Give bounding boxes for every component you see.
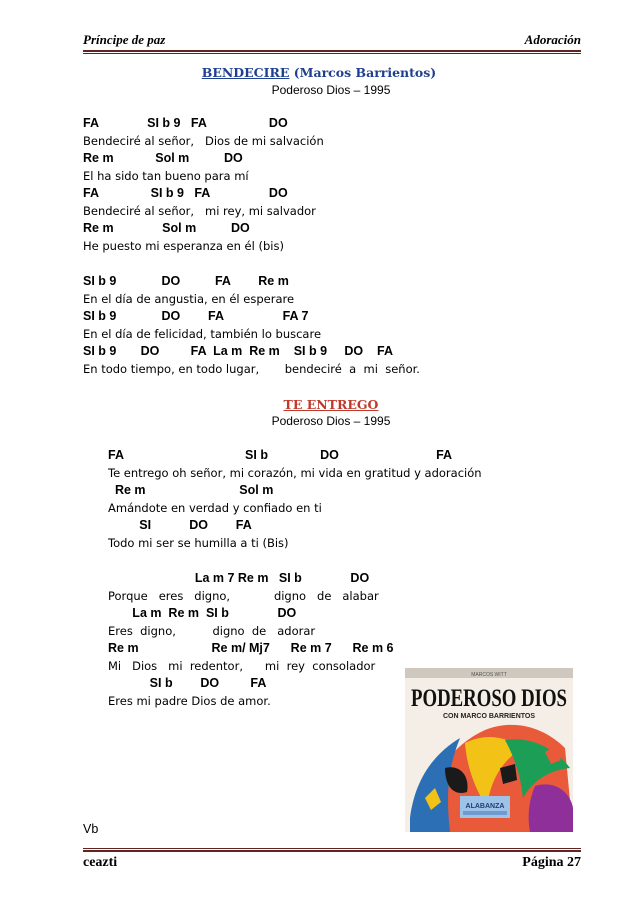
- song1-lyric-line: Bendeciré al señor, Dios de mi salvación: [83, 134, 324, 148]
- album-artist: MARCOS WITT: [471, 672, 507, 678]
- song2-lyric-line: Mi Dios mi redentor, mi rey consolador: [108, 659, 376, 673]
- song1-title: BENDECIRE: [201, 65, 290, 80]
- song1-chord-line: SI b 9 DO FA FA 7: [83, 309, 309, 323]
- album-title: PODEROSO DIOS: [411, 685, 567, 712]
- song2-subtitle: Poderoso Dios – 1995: [271, 414, 391, 428]
- song2-title: TE ENTREGO: [283, 397, 379, 412]
- song1-lyric-line: En el día de angustia, en él esperare: [83, 292, 295, 306]
- song1-lyric-line: En todo tiempo, en todo lugar, bendeciré a mi señor.: [83, 362, 420, 376]
- header-right: Adoración: [524, 32, 581, 47]
- song2-chord-line: FA SI b DO FA: [108, 448, 453, 462]
- vb-text: Vb: [83, 822, 99, 836]
- song2-chord-line: Re m Sol m: [108, 483, 274, 497]
- header-left: Príncipe de paz: [83, 32, 166, 47]
- song1-author: (Marcos Barrientos): [293, 65, 437, 80]
- album-cover-image: [405, 668, 573, 832]
- header-rule: [83, 50, 581, 54]
- song1-subtitle: Poderoso Dios – 1995: [271, 83, 391, 97]
- song1-chord-line: SI b 9 DO FA Re m: [83, 274, 289, 288]
- song1-chord-line: FA SI b 9 FA DO: [83, 186, 288, 200]
- song2-lyric-line: Amándote en verdad y confiado en ti: [108, 501, 322, 515]
- song1-title-line: [0, 65, 638, 80]
- album-with: CON MARCO BARRIENTOS: [442, 713, 536, 720]
- page-header: [83, 30, 581, 50]
- song1-lyric-line: En el día de felicidad, también lo buscare: [83, 327, 322, 341]
- song1-lyric-line: He puesto mi esperanza en él (bis): [83, 239, 284, 253]
- song2-lyric-line: Porque eres digno, digno de alabar: [108, 589, 379, 603]
- song2-chord-line: SI DO FA: [108, 518, 252, 532]
- song1-lyric-line: El ha sido tan bueno para mí: [83, 169, 249, 183]
- song2-chord-line: La m Re m SI b DO: [108, 606, 297, 620]
- song1-chord-line: Re m Sol m DO: [83, 221, 250, 235]
- song1-chord-line: FA SI b 9 FA DO: [83, 116, 288, 130]
- footer-rule: [83, 848, 581, 852]
- song1-chord-line: Re m Sol m DO: [83, 151, 243, 165]
- song2-chord-line: SI b DO FA: [108, 676, 267, 690]
- song2-lyric-line: Te entrego oh señor, mi corazón, mi vida en gratitud y adoración: [108, 466, 482, 480]
- song1-chord-line: SI b 9 DO FA La m Re m SI b 9 DO FA: [83, 344, 394, 358]
- song1-lyric-line: Bendeciré al señor, mi rey, mi salvador: [83, 204, 316, 218]
- song2-lyric-line: Todo mi ser se humilla a ti (Bis): [108, 536, 289, 550]
- song2-lyric-line: Eres mi padre Dios de amor.: [108, 694, 271, 708]
- album-label: ALABANZA: [465, 803, 505, 810]
- song2-lyric-line: Eres digno, digno de adorar: [108, 624, 316, 638]
- song2-chord-line: La m 7 Re m SI b DO: [108, 571, 370, 585]
- page-number: Página 27: [522, 855, 581, 870]
- footer-left: ceazti: [83, 855, 118, 870]
- song2-chord-line: Re m Re m/ Mj7 Re m 7 Re m 6: [108, 641, 394, 655]
